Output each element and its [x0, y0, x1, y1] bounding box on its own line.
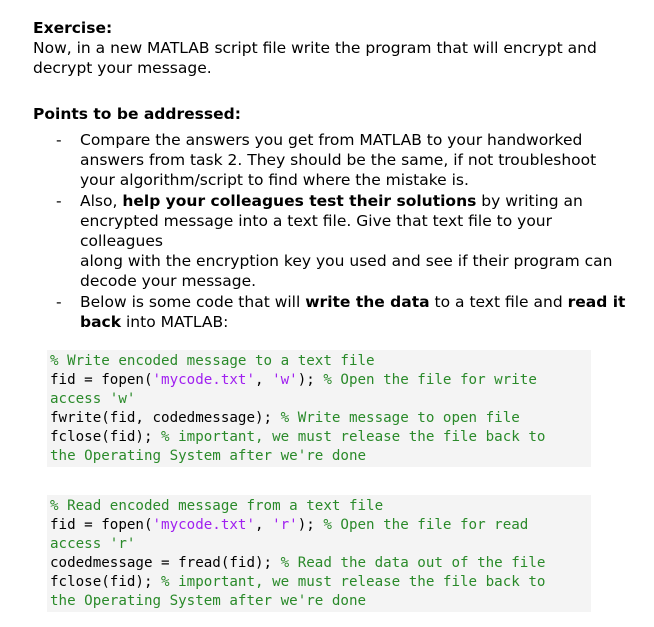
list-item: - Below is some code that will write the data to a text file and read it back into MATLAB: — [56, 293, 626, 331]
code-block-write: % Write encoded message to a text file fid = fopen('mycode.txt', 'w'); % Open the file for write access 'w' fwrite(fid, codedmessage); % Write message to open file fclose(fid); % important, we must release the file back to the Operating System after we're done — [47, 350, 591, 467]
list-item: - Compare the answers you get from MATLAB to your handworked answers from task 2. They should be the same, if not troubleshoot your algorithm/script to find where the mistake is. — [56, 131, 597, 189]
document-body — [33, 18, 633, 612]
dash-bullet: - — [56, 131, 62, 149]
code-block-read: % Read encoded message from a text file fid = fopen('mycode.txt', 'r'); % Open the file for read access 'r' codedmessage = fread(fid); % Read the data out of the file fclose(fid); % important, we must release the file back to the Operating System after we're done — [47, 495, 591, 612]
exercise-heading: Exercise: — [33, 19, 113, 37]
list-item: - Also, help your colleagues test their solutions by writing an encrypted message into a text file. Give that text file to your colleagues along with the encryption key you used and see if their program can decode your message. — [56, 192, 613, 290]
exercise-text-line-1: Now, in a new MATLAB script file write the program that will encrypt and — [33, 39, 597, 57]
dash-bullet: - — [56, 192, 62, 210]
dash-bullet: - — [56, 293, 62, 311]
points-heading: Points to be addressed: — [33, 105, 241, 123]
exercise-text-line-2: decrypt your message. — [33, 59, 212, 77]
points-list — [33, 130, 633, 332]
